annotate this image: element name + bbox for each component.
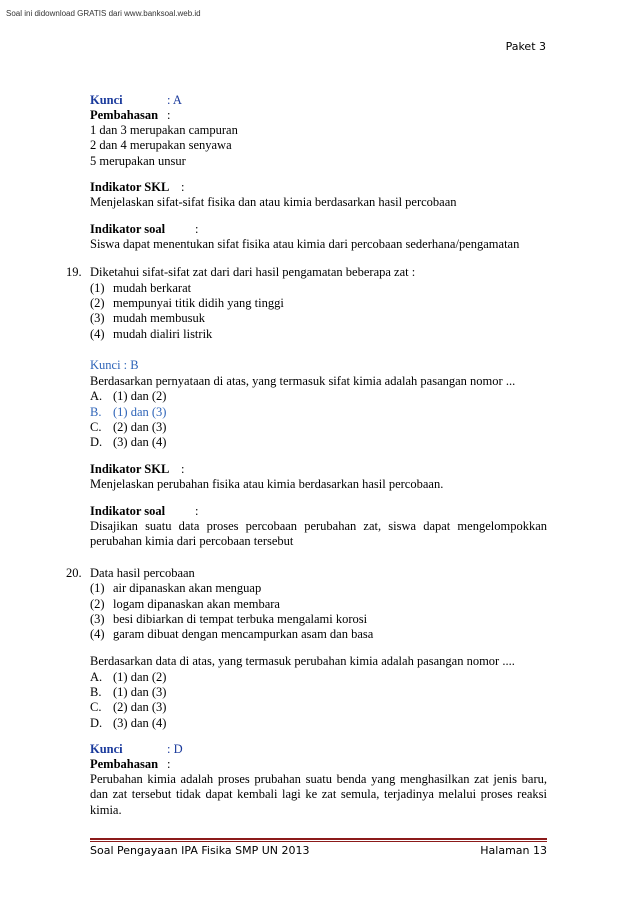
option-d-19 (90, 435, 167, 450)
item-text: mudah berkarat (113, 281, 192, 295)
pembahasan-label-20: Pembahasan (90, 757, 159, 771)
indikator-skl-label-19: Indikator SKL (90, 462, 170, 476)
option-text: (1) dan (3) (113, 405, 167, 419)
option-letter: D. (90, 435, 103, 449)
question-stem-20: Data hasil percobaan (90, 566, 195, 580)
option-letter: B. (90, 405, 102, 419)
list-item (90, 597, 280, 612)
paket-label: Paket 3 (505, 40, 546, 53)
option-a-19 (90, 389, 167, 404)
kunci-19: Kunci : B (90, 358, 139, 372)
indikator-skl-text-19: Menjelaskan perubahan fisika atau kimia berdasarkan hasil percobaan. (90, 477, 444, 491)
option-c-19 (90, 420, 167, 435)
item-number: (3) (90, 311, 105, 325)
option-letter: C. (90, 700, 102, 714)
pembahasan-line-3: 5 merupakan unsur (90, 154, 186, 168)
option-text: (2) dan (3) (113, 700, 167, 714)
option-letter: A. (90, 389, 103, 403)
item-text: air dipanaskan akan menguap (113, 581, 262, 595)
indikator-skl-colon-18: : (181, 180, 185, 194)
list-item (90, 311, 206, 326)
list-item (90, 627, 374, 642)
list-item (90, 612, 368, 627)
footer-rule (90, 838, 547, 840)
question-text-19: Berdasarkan pernyataan di atas, yang termasuk sifat kimia adalah pasangan nomor ... (90, 374, 516, 388)
list-item (90, 296, 284, 311)
item-text: mudah membusuk (113, 311, 206, 325)
item-number: (2) (90, 296, 105, 310)
question-text-20: Berdasarkan data di atas, yang termasuk perubahan kimia adalah pasangan nomor .... (90, 654, 515, 668)
indikator-soal-text-19: Disajikan suatu data proses percobaan perubahan zat, siswa dapat mengelompokkan perubahan kimia dari percobaan tersebut (90, 519, 547, 549)
option-letter: B. (90, 685, 102, 699)
option-c-20 (90, 700, 167, 715)
question-number-20: 20. (66, 566, 82, 580)
option-text: (2) dan (3) (113, 420, 167, 434)
option-letter: D. (90, 716, 103, 730)
pembahasan-line-1: 1 dan 3 merupakan campuran (90, 123, 238, 137)
item-text: besi dibiarkan di tempat terbuka mengalami korosi (113, 612, 368, 626)
list-item (90, 281, 192, 296)
kunci-label-18: Kunci (90, 93, 123, 107)
item-text: mudah dialiri listrik (113, 327, 213, 341)
question-number-19: 19. (66, 265, 82, 279)
option-b-19 (90, 405, 167, 420)
item-number: (1) (90, 281, 105, 295)
pembahasan-colon-18: : (167, 108, 171, 122)
pembahasan-line-2: 2 dan 4 merupakan senyawa (90, 138, 232, 152)
indikator-soal-colon-19: : (195, 504, 199, 518)
pembahasan-colon-20: : (167, 757, 171, 771)
option-letter: C. (90, 420, 102, 434)
list-item (90, 581, 262, 596)
item-number: (2) (90, 597, 105, 611)
question-stem-19: Diketahui sifat-sifat zat dari dari hasil pengamatan beberapa zat : (90, 265, 416, 279)
indikator-skl-text-18: Menjelaskan sifat-sifat fisika dan atau kimia berdasarkan hasil percobaan (90, 195, 457, 209)
indikator-skl-label-18: Indikator SKL (90, 180, 170, 194)
pembahasan-text-20: Perubahan kimia adalah proses prubahan suatu benda yang menghasilkan zat jenis baru, dan zat tersebut tidak dapat kembali lagi ke zat semula, terjadinya melalui proses reaksi kimia. (90, 772, 547, 817)
indikator-soal-colon-18: : (195, 222, 199, 236)
option-d-20 (90, 716, 167, 731)
item-text: logam dipanaskan akan membara (113, 597, 280, 611)
option-text: (1) dan (2) (113, 670, 167, 684)
pembahasan-label-18: Pembahasan (90, 108, 159, 122)
page-number: Halaman 13 (480, 844, 547, 857)
footer-title: Soal Pengayaan IPA Fisika SMP UN 2013 (90, 844, 310, 857)
kunci-label-20: Kunci (90, 742, 123, 756)
option-text: (3) dan (4) (113, 716, 167, 730)
option-a-20 (90, 670, 167, 685)
footer-rule-thin (90, 841, 547, 842)
watermark-text: Soal ini didownload GRATIS dari www.banksoal.web.id (6, 9, 201, 18)
item-text: mempunyai titik didih yang tinggi (113, 296, 284, 310)
kunci-value-20: : D (167, 742, 183, 756)
option-b-20 (90, 685, 167, 700)
option-text: (1) dan (2) (113, 389, 167, 403)
option-text: (3) dan (4) (113, 435, 167, 449)
indikator-soal-label-18: Indikator soal (90, 222, 166, 236)
list-item (90, 327, 213, 342)
indikator-soal-text-18: Siswa dapat menentukan sifat fisika atau kimia dari percobaan sederhana/pengamatan (90, 237, 520, 251)
option-letter: A. (90, 670, 103, 684)
item-number: (4) (90, 627, 105, 641)
item-text: garam dibuat dengan mencampurkan asam dan basa (113, 627, 374, 641)
item-number: (4) (90, 327, 105, 341)
item-number: (1) (90, 581, 105, 595)
indikator-soal-label-19: Indikator soal (90, 504, 166, 518)
kunci-value-18: : A (167, 93, 182, 107)
indikator-skl-colon-19: : (181, 462, 185, 476)
option-text: (1) dan (3) (113, 685, 167, 699)
item-number: (3) (90, 612, 105, 626)
